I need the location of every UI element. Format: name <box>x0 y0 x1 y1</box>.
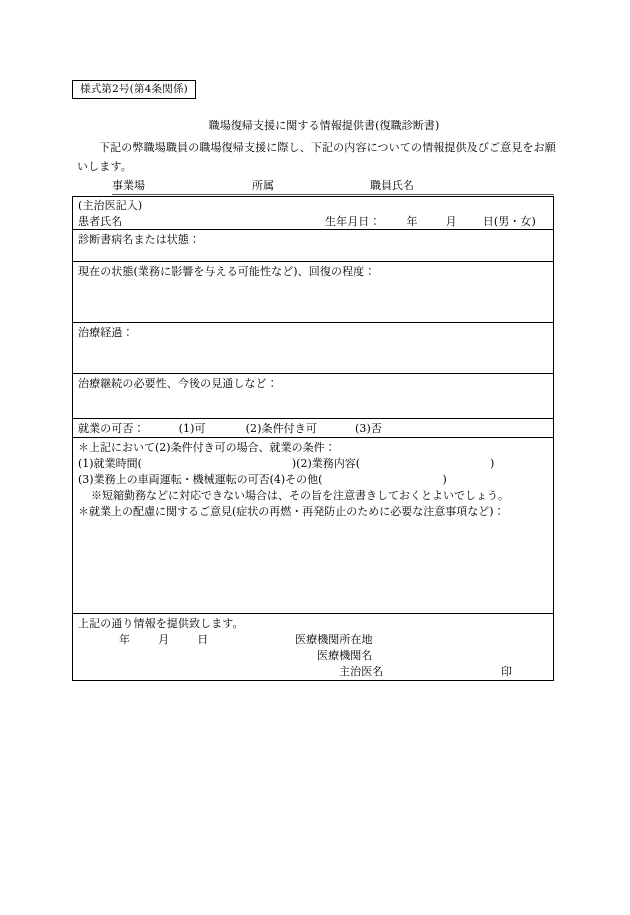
worksite-label: 事業場 <box>112 179 145 192</box>
institution-name-label: 医療機関名 <box>317 649 373 662</box>
page-title: 職場復帰支援に関する情報提供書(復職診断書) <box>208 119 440 132</box>
condition-item-1-close: ) <box>291 457 297 470</box>
condition-item-2-open: (2)業務内容( <box>296 457 361 470</box>
form-table <box>72 196 554 681</box>
table-row-current-condition <box>73 262 553 323</box>
condition-item-4-open: (4)その他( <box>269 473 323 486</box>
conditions-items-line-1 <box>78 456 553 472</box>
condition-item-2-close: ) <box>490 457 495 470</box>
institution-address-label: 医療機関所在地 <box>295 633 373 646</box>
birthdate-month: 月 <box>445 215 457 228</box>
conditions-heading: ＊上記において(2)条件付き可の場合、就業の条件： <box>78 441 336 454</box>
current-condition-label: 現在の状態(業務に影響を与える可能性など)、回復の程度： <box>78 265 376 278</box>
doctor-name-label: 主治医名 <box>339 665 384 678</box>
table-row-footer-signature <box>73 614 553 680</box>
condition-item-4-close: ) <box>442 473 447 486</box>
workability-option-3[interactable]: (3)否 <box>354 422 382 435</box>
workability-line <box>78 422 382 435</box>
work-accommodation-opinion-heading: ＊就業上の配慮に関するご意見(症状の再燃・再発防止のために必要な注意事項など)： <box>78 505 505 518</box>
conditions-items-line-2 <box>78 472 553 488</box>
workability-option-1[interactable]: (1)可 <box>178 422 206 435</box>
table-row-diagnosis <box>73 230 553 262</box>
form-number-box: 様式第2号(第4条関係) <box>72 80 196 99</box>
footer-date-year: 年 <box>119 633 131 646</box>
footer-date-field <box>119 632 208 648</box>
birthdate-day-sex: 日(男・女) <box>482 215 536 228</box>
footer-date-day: 日 <box>197 633 209 646</box>
condition-item-1-open: (1)就業時間( <box>78 457 142 470</box>
workability-option-2[interactable]: (2)条件付き可 <box>245 422 317 435</box>
footer-statement: 上記の通り情報を提供致します。 <box>78 617 244 630</box>
workability-label: 就業の可否： <box>78 422 145 435</box>
doctor-entry-note: (主治医記入) <box>78 199 143 212</box>
header-fields-row <box>112 178 554 195</box>
treatment-course-label: 治療経過： <box>78 326 134 339</box>
birthdate-label: 生年月日： <box>325 215 381 228</box>
employee-name-label: 職員氏名 <box>370 179 414 192</box>
treatment-continuation-label: 治療継続の必要性、今後の見通しなど： <box>78 377 278 390</box>
intro-paragraph: 下記の弊職場職員の職場復帰支援に際し、下記の内容についての情報提供及びご意見をお願いします。 <box>77 141 556 173</box>
table-row-treatment-course <box>73 323 553 374</box>
conditions-note: ※短縮勤務などに対応できない場合は、その旨を注意書きしておくとよいでしょう。 <box>91 489 509 502</box>
department-label: 所属 <box>252 179 274 192</box>
birthdate-year: 年 <box>406 215 418 228</box>
condition-item-3: (3)業務上の車両運転・機械運転の可否 <box>78 473 270 486</box>
seal-label: 印 <box>501 665 513 678</box>
diagnosis-label: 診断書病名または状態： <box>78 233 201 246</box>
table-row-doctor-entry <box>73 197 553 230</box>
table-row-treatment-continuation <box>73 374 553 419</box>
footer-date-month: 月 <box>158 633 170 646</box>
birthdate-field <box>325 214 536 230</box>
patient-name-label: 患者氏名 <box>78 215 123 228</box>
table-row-workability <box>73 419 553 438</box>
table-row-work-conditions <box>73 438 553 614</box>
